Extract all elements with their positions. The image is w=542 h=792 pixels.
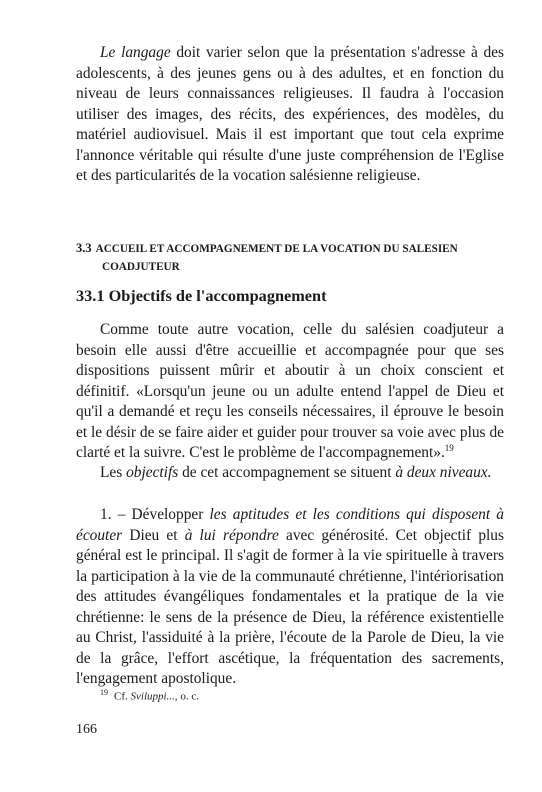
- section-title-line2: COADJUTEUR: [102, 260, 180, 273]
- footnote-reference: 19: [444, 442, 454, 453]
- footnote: [100, 688, 199, 703]
- footnote-number: 19: [100, 688, 108, 697]
- footnote-suffix: o. c.: [177, 690, 199, 703]
- document-page: [76, 0, 504, 792]
- paragraph-objective-one: [76, 505, 504, 690]
- subsection-heading: 33.1 Objectifs de l'accompagnement: [76, 286, 327, 305]
- section-title-line1: ACCUEIL ET ACCOMPAGNEMENT DE LA VOCATION DU SALESIEN: [95, 243, 458, 255]
- footnote-prefix: Cf.: [114, 690, 131, 703]
- text-run: 1. – Développer: [100, 506, 210, 523]
- italic-run: à lui répondre: [184, 526, 279, 544]
- paragraph-text: Comme toute autre vocation, celle du salésien coadjuteur a besoin elle aussi d'être accueillie et accompagnée pour que ses dispositions puissent mûrir et aboutir à un choix conscient et définitif. «Lorsqu'un jeune ou un adulte entend l'appel de Dieu et qu'il a demandé et reçu les conseils nécessaires, il éprouve le besoin et le désir de se faire aider et guider pour trouver sa voie avec plus de clarté et la suivre. C'est le problème de l'accompagnement».: [76, 321, 504, 461]
- text-run: de cet accompagnement se situent: [178, 464, 396, 481]
- section-number: 3.3: [76, 241, 92, 255]
- section-heading: [76, 240, 504, 276]
- paragraph-language: [76, 43, 504, 187]
- text-run: Dieu et: [122, 526, 185, 544]
- paragraph-text: doit varier selon que la présentation s'adresse à des adolescents, à des jeunes gens ou à des adultes, et en fonction du niveau de leurs connaissances religieuses. Il faudra à l'occasion utiliser des images, des récits, des expériences, des modèles, du matériel audiovisuel. Mais il est important que tout cela exprime l'annonce véritable qui résulte d'une juste compréhension de l'Eglise et des particularités de la vocation salésienne religieuse.: [76, 44, 504, 184]
- text-run: avec générosité. Cet objectif plus général est le principal. Il s'agit de former à la vie spirituelle à travers la participation à la vie de la communauté chrétienne, l'intériorisation des attitudes évangéliques fondamentales et la pratique de la vie chrétienne: le sens de la présence de Dieu, la référence existentielle au Christ, l'assiduité à la prière, l'écoute de la Parole de Dieu, la vie de la grâce, l'effort ascétique, la fréquentation des sacrements, l'engagement apostolique.: [76, 526, 504, 687]
- text-run: Les: [100, 464, 127, 481]
- paragraph-vocation: [76, 320, 504, 464]
- italic-run: à deux niveaux.: [395, 464, 492, 481]
- page-number: 166: [76, 722, 97, 737]
- italic-run: les aptitudes et les conditions qui disposent à écouter: [76, 506, 504, 544]
- footnote-italic: Sviluppi...,: [130, 690, 178, 703]
- italic-lead: Le langage: [100, 44, 171, 61]
- paragraph-objectives: [76, 463, 504, 484]
- italic-run: objectifs: [126, 464, 179, 481]
